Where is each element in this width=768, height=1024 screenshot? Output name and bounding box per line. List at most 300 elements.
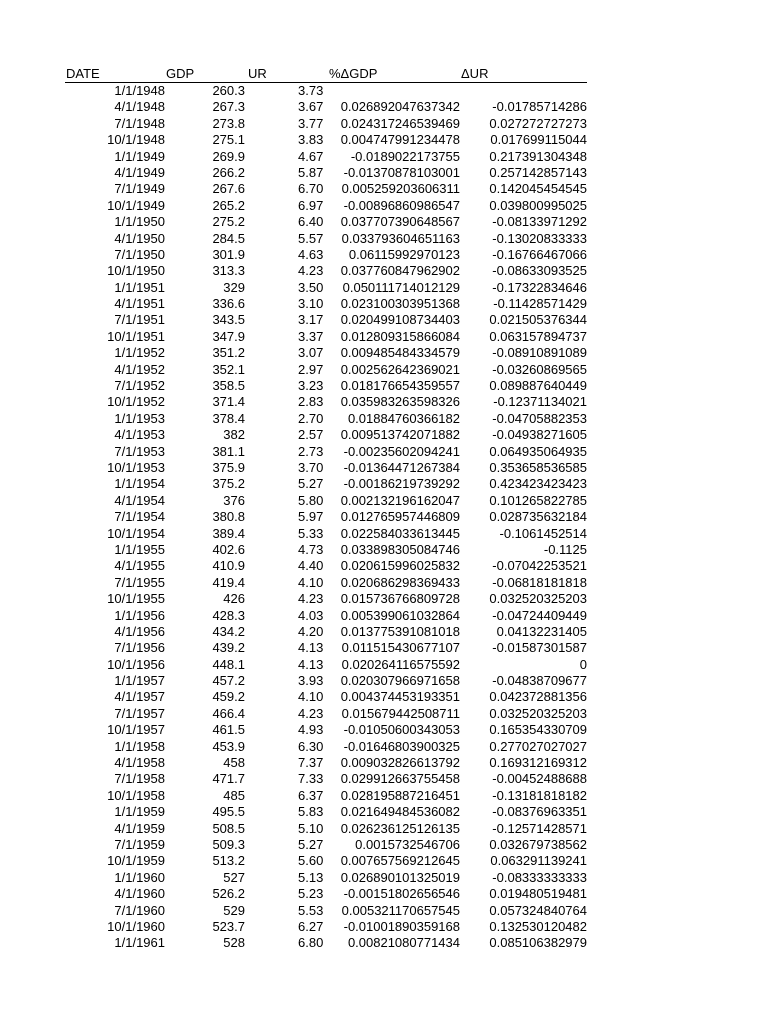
cell-gdp: 527 <box>223 869 245 885</box>
table-row <box>65 493 587 509</box>
cell-pct-gdp: 0.022584033613445 <box>340 525 460 541</box>
cell-delta-ur: 0.169312169312 <box>489 755 587 771</box>
cell-date: 10/1/1957 <box>107 722 165 738</box>
header-delta-ur: ΔUR <box>461 66 489 81</box>
cell-delta-ur: 0.032520325203 <box>489 591 587 607</box>
cell-gdp: 402.6 <box>212 541 245 557</box>
cell-delta-ur: 0.257142857143 <box>489 164 587 180</box>
header-pct-gdp: %ΔGDP <box>329 66 378 81</box>
table-row <box>65 755 587 771</box>
table-row <box>65 657 587 673</box>
cell-delta-ur: -0.13181818182 <box>492 787 587 803</box>
cell-ur: 4.40 <box>298 558 324 574</box>
cell-pct-gdp: -0.01364471267384 <box>343 459 460 475</box>
table-row <box>65 345 587 361</box>
cell-gdp: 358.5 <box>212 378 245 394</box>
cell-date: 4/1/1959 <box>114 820 165 836</box>
cell-ur: 5.10 <box>298 820 324 836</box>
cell-gdp: 265.2 <box>212 197 245 213</box>
cell-delta-ur: 0.019480519481 <box>489 886 587 902</box>
cell-ur: 5.87 <box>298 164 324 180</box>
cell-ur: 6.27 <box>298 918 324 934</box>
cell-ur: 4.13 <box>298 640 324 656</box>
cell-delta-ur: -0.1061452514 <box>499 525 587 541</box>
cell-ur: 5.33 <box>298 525 324 541</box>
cell-delta-ur: -0.1125 <box>543 541 587 557</box>
cell-delta-ur: 0.132530120482 <box>489 918 587 934</box>
cell-ur: 3.10 <box>298 296 324 312</box>
cell-pct-gdp: 0.023100303951368 <box>340 296 460 312</box>
cell-pct-gdp: 0.01884760366182 <box>347 410 460 426</box>
cell-delta-ur: -0.04724409449 <box>492 607 587 623</box>
cell-pct-gdp: 0.026890101325019 <box>340 869 460 885</box>
cell-gdp: 267.6 <box>212 181 245 197</box>
cell-date: 7/1/1955 <box>114 574 165 590</box>
cell-ur: 3.83 <box>298 132 324 148</box>
cell-date: 10/1/1953 <box>107 459 165 475</box>
cell-ur: 4.23 <box>298 591 324 607</box>
table-row <box>65 722 587 738</box>
cell-ur: 5.13 <box>298 869 324 885</box>
cell-ur: 3.73 <box>298 83 324 98</box>
cell-date: 10/1/1954 <box>107 525 165 541</box>
table-row <box>65 312 587 328</box>
cell-pct-gdp: 0.028195887216451 <box>340 787 460 803</box>
cell-pct-gdp: -0.00186219739292 <box>343 476 460 492</box>
cell-pct-gdp: -0.00896860986547 <box>343 197 460 213</box>
cell-pct-gdp: 0.009513742071882 <box>340 427 460 443</box>
cell-date: 1/1/1949 <box>114 148 165 164</box>
header-gdp: GDP <box>166 66 195 81</box>
cell-gdp: 453.9 <box>212 738 245 754</box>
cell-ur: 5.97 <box>298 509 324 525</box>
cell-delta-ur: -0.08910891089 <box>492 345 587 361</box>
cell-gdp: 485 <box>223 787 245 803</box>
cell-date: 10/1/1960 <box>107 918 165 934</box>
table-row <box>65 444 587 460</box>
table-row <box>65 509 587 525</box>
cell-delta-ur: 0.039800995025 <box>489 197 587 213</box>
cell-gdp: 301.9 <box>212 246 245 262</box>
cell-gdp: 381.1 <box>212 443 245 459</box>
cell-delta-ur: -0.04938271605 <box>492 427 587 443</box>
cell-pct-gdp: 0.050111714012129 <box>342 279 460 295</box>
cell-delta-ur: -0.13020833333 <box>492 230 587 246</box>
cell-pct-gdp: 0.005399061032864 <box>340 607 460 623</box>
cell-pct-gdp: 0.020264116575592 <box>341 656 460 672</box>
cell-gdp: 336.6 <box>212 296 245 312</box>
table-row <box>65 411 587 427</box>
cell-delta-ur: 0.021505376344 <box>489 312 587 328</box>
cell-ur: 6.40 <box>298 214 324 230</box>
cell-gdp: 457.2 <box>212 673 245 689</box>
cell-gdp: 284.5 <box>212 230 245 246</box>
cell-date: 1/1/1957 <box>114 673 165 689</box>
table-row <box>65 837 587 853</box>
cell-delta-ur: 0.353658536585 <box>489 459 587 475</box>
table-row <box>65 149 587 165</box>
cell-pct-gdp: 0.020615996025832 <box>340 558 460 574</box>
cell-ur: 2.57 <box>298 427 324 443</box>
cell-ur: 4.67 <box>298 148 324 164</box>
cell-date: 4/1/1951 <box>114 296 165 312</box>
cell-date: 4/1/1960 <box>114 886 165 902</box>
cell-pct-gdp: 0.018176654359557 <box>340 378 460 394</box>
table-row <box>65 83 587 99</box>
cell-delta-ur: -0.06818181818 <box>492 574 587 590</box>
table-row <box>65 280 587 296</box>
table-row <box>65 132 587 148</box>
cell-ur: 6.97 <box>298 197 324 213</box>
cell-delta-ur: -0.08376963351 <box>492 804 587 820</box>
cell-date: 10/1/1956 <box>107 656 165 672</box>
cell-ur: 5.60 <box>298 853 324 869</box>
cell-gdp: 376 <box>223 492 245 508</box>
cell-ur: 5.80 <box>298 492 324 508</box>
cell-gdp: 380.8 <box>212 509 245 525</box>
cell-ur: 2.70 <box>298 410 324 426</box>
cell-date: 7/1/1952 <box>114 378 165 394</box>
cell-ur: 4.20 <box>298 623 324 639</box>
cell-delta-ur: -0.07042253521 <box>492 558 587 574</box>
cell-gdp: 448.1 <box>212 656 245 672</box>
cell-delta-ur: -0.04705882353 <box>492 410 587 426</box>
cell-pct-gdp: 0.009485484334579 <box>340 345 460 361</box>
cell-delta-ur: 0.027272727273 <box>489 115 587 131</box>
cell-ur: 5.57 <box>298 230 324 246</box>
table-row <box>65 296 587 312</box>
cell-pct-gdp: 0.015679442508711 <box>341 705 460 721</box>
cell-delta-ur: -0.00452488688 <box>492 771 587 787</box>
cell-pct-gdp: 0.029912663755458 <box>340 771 460 787</box>
table-row <box>65 788 587 804</box>
cell-delta-ur: 0.101265822785 <box>489 492 587 508</box>
cell-delta-ur: -0.08133971292 <box>492 214 587 230</box>
cell-ur: 5.23 <box>298 886 324 902</box>
cell-ur: 3.37 <box>298 328 324 344</box>
table-body <box>65 83 587 952</box>
cell-pct-gdp: -0.01050600343053 <box>343 722 460 738</box>
table-row <box>65 198 587 214</box>
cell-date: 4/1/1954 <box>114 492 165 508</box>
cell-gdp: 382 <box>223 427 245 443</box>
cell-pct-gdp: 0.0015732546706 <box>355 836 460 852</box>
table-row <box>65 870 587 886</box>
cell-gdp: 428.3 <box>212 607 245 623</box>
table-row <box>65 935 587 951</box>
cell-date: 7/1/1956 <box>114 640 165 656</box>
cell-delta-ur: 0.089887640449 <box>489 378 587 394</box>
cell-date: 10/1/1952 <box>107 394 165 410</box>
table-row <box>65 919 587 935</box>
table-row <box>65 591 587 607</box>
cell-date: 7/1/1951 <box>114 312 165 328</box>
cell-pct-gdp: 0.037760847962902 <box>340 263 460 279</box>
cell-pct-gdp: 0.026236125126135 <box>340 820 460 836</box>
table-row <box>65 362 587 378</box>
cell-ur: 4.03 <box>298 607 324 623</box>
cell-pct-gdp: 0.020686298369433 <box>340 574 460 590</box>
cell-pct-gdp: 0.06115992970123 <box>348 246 460 262</box>
table-row <box>65 542 587 558</box>
table-row <box>65 181 587 197</box>
cell-pct-gdp: 0.013775391081018 <box>340 623 460 639</box>
table-row <box>65 476 587 492</box>
cell-pct-gdp: 0.002132196162047 <box>340 492 460 508</box>
cell-delta-ur: -0.01587301587 <box>492 640 587 656</box>
cell-date: 1/1/1960 <box>114 869 165 885</box>
cell-delta-ur: 0.017699115044 <box>490 132 587 148</box>
table-row <box>65 378 587 394</box>
cell-delta-ur: -0.17322834646 <box>492 279 587 295</box>
table-row <box>65 116 587 132</box>
cell-ur: 6.30 <box>298 738 324 754</box>
cell-gdp: 439.2 <box>212 640 245 656</box>
cell-date: 10/1/1948 <box>107 132 165 148</box>
table-row <box>65 739 587 755</box>
cell-gdp: 434.2 <box>212 623 245 639</box>
cell-ur: 4.73 <box>298 541 324 557</box>
cell-ur: 3.17 <box>298 312 324 328</box>
cell-date: 10/1/1951 <box>107 328 165 344</box>
table-row <box>65 804 587 820</box>
cell-date: 1/1/1950 <box>114 214 165 230</box>
cell-gdp: 375.9 <box>212 459 245 475</box>
cell-delta-ur: 0.165354330709 <box>489 722 587 738</box>
cell-date: 4/1/1952 <box>114 361 165 377</box>
cell-date: 1/1/1955 <box>114 541 165 557</box>
cell-gdp: 266.2 <box>212 164 245 180</box>
cell-pct-gdp: 0.035983263598326 <box>340 394 460 410</box>
cell-ur: 6.70 <box>298 181 324 197</box>
cell-gdp: 273.8 <box>212 115 245 131</box>
cell-pct-gdp: 0.024317246539469 <box>340 115 460 131</box>
table-row <box>65 575 587 591</box>
cell-delta-ur: 0.423423423423 <box>489 476 587 492</box>
cell-pct-gdp: -0.00235602094241 <box>343 443 460 459</box>
table-row <box>65 853 587 869</box>
cell-delta-ur: -0.16766467066 <box>492 246 587 262</box>
cell-delta-ur: 0.063157894737 <box>489 328 587 344</box>
cell-date: 10/1/1949 <box>107 197 165 213</box>
cell-date: 7/1/1959 <box>114 836 165 852</box>
cell-date: 7/1/1958 <box>114 771 165 787</box>
cell-delta-ur: -0.08333333333 <box>492 869 587 885</box>
cell-date: 1/1/1952 <box>114 345 165 361</box>
table-row <box>65 526 587 542</box>
cell-pct-gdp: 0.033793604651163 <box>341 230 460 246</box>
cell-delta-ur: 0.028735632184 <box>489 509 587 525</box>
cell-date: 1/1/1956 <box>114 607 165 623</box>
cell-delta-ur: 0.063291139241 <box>490 853 587 869</box>
cell-delta-ur: 0.032679738562 <box>489 836 587 852</box>
cell-ur: 4.10 <box>298 689 324 705</box>
cell-delta-ur: 0.217391304348 <box>489 148 587 164</box>
cell-delta-ur: 0.04132231405 <box>496 623 587 639</box>
cell-gdp: 495.5 <box>212 804 245 820</box>
cell-gdp: 528 <box>223 935 245 951</box>
cell-delta-ur: 0.085106382979 <box>489 935 587 951</box>
cell-pct-gdp: 0.021649484536082 <box>340 804 460 820</box>
cell-gdp: 260.3 <box>212 83 245 98</box>
table-row <box>65 689 587 705</box>
cell-ur: 3.77 <box>298 115 324 131</box>
cell-pct-gdp: -0.01001890359168 <box>343 918 460 934</box>
cell-date: 10/1/1959 <box>107 853 165 869</box>
table-row <box>65 214 587 230</box>
cell-pct-gdp: 0.004747991234478 <box>340 132 460 148</box>
cell-date: 10/1/1950 <box>107 263 165 279</box>
cell-pct-gdp: -0.0189022173755 <box>350 148 460 164</box>
cell-pct-gdp: -0.01646803900325 <box>343 738 460 754</box>
cell-delta-ur: 0.142045454545 <box>489 181 587 197</box>
cell-gdp: 352.1 <box>212 361 245 377</box>
cell-gdp: 351.2 <box>212 345 245 361</box>
table-row <box>65 886 587 902</box>
table-row <box>65 771 587 787</box>
header-date: DATE <box>66 66 100 81</box>
cell-ur: 6.80 <box>298 935 324 951</box>
cell-date: 4/1/1957 <box>114 689 165 705</box>
cell-date: 4/1/1956 <box>114 623 165 639</box>
cell-date: 4/1/1948 <box>114 99 165 115</box>
cell-gdp: 269.9 <box>212 148 245 164</box>
cell-pct-gdp: 0.005259203606311 <box>341 181 460 197</box>
cell-ur: 3.50 <box>298 279 324 295</box>
cell-pct-gdp: 0.007657569212645 <box>340 853 460 869</box>
cell-ur: 5.53 <box>298 902 324 918</box>
cell-pct-gdp: -0.01370878103001 <box>343 164 460 180</box>
cell-date: 4/1/1953 <box>114 427 165 443</box>
cell-date: 1/1/1961 <box>114 935 165 951</box>
cell-gdp: 410.9 <box>212 558 245 574</box>
cell-date: 1/1/1948 <box>114 83 165 98</box>
cell-ur: 3.23 <box>298 378 324 394</box>
cell-ur: 3.93 <box>298 673 324 689</box>
cell-delta-ur: -0.12371134021 <box>493 394 587 410</box>
cell-ur: 5.27 <box>298 476 324 492</box>
cell-gdp: 313.3 <box>212 263 245 279</box>
cell-delta-ur: 0.057324840764 <box>489 902 587 918</box>
cell-gdp: 508.5 <box>212 820 245 836</box>
cell-ur: 2.97 <box>298 361 324 377</box>
cell-pct-gdp: 0.00821080771434 <box>347 935 460 951</box>
table-row <box>65 608 587 624</box>
cell-delta-ur: -0.08633093525 <box>492 263 587 279</box>
cell-date: 7/1/1954 <box>114 509 165 525</box>
cell-gdp: 275.2 <box>212 214 245 230</box>
cell-date: 1/1/1958 <box>114 738 165 754</box>
cell-ur: 4.63 <box>298 246 324 262</box>
cell-ur: 3.67 <box>298 99 324 115</box>
cell-gdp: 347.9 <box>212 328 245 344</box>
cell-date: 7/1/1949 <box>114 181 165 197</box>
cell-gdp: 523.7 <box>212 918 245 934</box>
table-row <box>65 329 587 345</box>
cell-ur: 5.83 <box>298 804 324 820</box>
cell-ur: 2.73 <box>298 443 324 459</box>
cell-delta-ur: -0.12571428571 <box>492 820 587 836</box>
cell-delta-ur: 0.042372881356 <box>489 689 587 705</box>
cell-pct-gdp: 0.020307966971658 <box>340 673 460 689</box>
cell-date: 10/1/1958 <box>107 787 165 803</box>
table-row <box>65 624 587 640</box>
cell-date: 1/1/1951 <box>114 279 165 295</box>
cell-pct-gdp: 0.005321170657545 <box>341 902 460 918</box>
cell-delta-ur: -0.01785714286 <box>492 99 587 115</box>
cell-gdp: 509.3 <box>212 836 245 852</box>
table-row <box>65 460 587 476</box>
cell-gdp: 419.4 <box>212 574 245 590</box>
cell-ur: 4.23 <box>298 263 324 279</box>
cell-pct-gdp: 0.004374453193351 <box>340 689 460 705</box>
cell-gdp: 461.5 <box>212 722 245 738</box>
cell-gdp: 458 <box>223 755 245 771</box>
header-ur: UR <box>248 66 267 81</box>
cell-date: 4/1/1958 <box>114 755 165 771</box>
cell-pct-gdp: 0.020499108734403 <box>340 312 460 328</box>
cell-ur: 2.83 <box>298 394 324 410</box>
data-table <box>65 65 587 952</box>
table-header <box>65 65 587 83</box>
cell-pct-gdp: -0.00151802656546 <box>343 886 460 902</box>
table-row <box>65 558 587 574</box>
cell-pct-gdp: 0.015736766809728 <box>340 591 460 607</box>
cell-gdp: 526.2 <box>212 886 245 902</box>
cell-gdp: 426 <box>223 591 245 607</box>
cell-gdp: 471.7 <box>212 771 245 787</box>
cell-gdp: 329 <box>223 279 245 295</box>
cell-pct-gdp: 0.012765957446809 <box>340 509 460 525</box>
cell-gdp: 459.2 <box>212 689 245 705</box>
cell-gdp: 343.5 <box>212 312 245 328</box>
table-row <box>65 427 587 443</box>
cell-gdp: 529 <box>223 902 245 918</box>
table-row <box>65 821 587 837</box>
cell-pct-gdp: 0.037707390648567 <box>340 214 460 230</box>
cell-ur: 4.23 <box>298 705 324 721</box>
table-row <box>65 165 587 181</box>
cell-date: 1/1/1953 <box>114 410 165 426</box>
cell-date: 7/1/1948 <box>114 115 165 131</box>
table-row <box>65 394 587 410</box>
cell-ur: 3.07 <box>298 345 324 361</box>
cell-delta-ur: 0.064935064935 <box>489 443 587 459</box>
cell-gdp: 389.4 <box>212 525 245 541</box>
cell-gdp: 513.2 <box>212 853 245 869</box>
cell-delta-ur: -0.04838709677 <box>492 673 587 689</box>
cell-ur: 3.70 <box>298 459 324 475</box>
cell-pct-gdp: 0.026892047637342 <box>340 99 460 115</box>
cell-pct-gdp: 0.002562642369021 <box>340 361 460 377</box>
cell-ur: 4.93 <box>298 722 324 738</box>
cell-ur: 5.27 <box>298 836 324 852</box>
cell-pct-gdp: 0.012809315866084 <box>340 328 460 344</box>
cell-pct-gdp: 0.011515430677107 <box>341 640 460 656</box>
cell-ur: 6.37 <box>298 787 324 803</box>
cell-date: 4/1/1950 <box>114 230 165 246</box>
cell-gdp: 267.3 <box>212 99 245 115</box>
table-row <box>65 640 587 656</box>
cell-date: 4/1/1955 <box>114 558 165 574</box>
cell-delta-ur: -0.03260869565 <box>492 361 587 377</box>
cell-gdp: 275.1 <box>212 132 245 148</box>
cell-date: 1/1/1959 <box>114 804 165 820</box>
cell-gdp: 466.4 <box>212 705 245 721</box>
cell-gdp: 375.2 <box>212 476 245 492</box>
cell-delta-ur: 0 <box>579 656 587 672</box>
cell-gdp: 378.4 <box>212 410 245 426</box>
